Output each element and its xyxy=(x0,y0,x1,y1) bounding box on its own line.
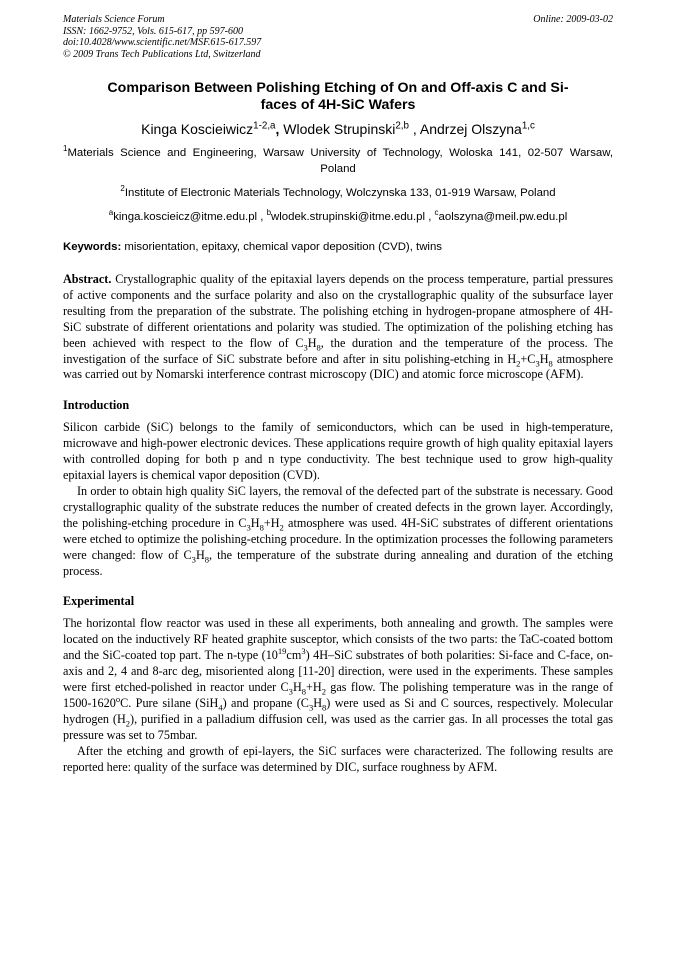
keywords-label: Keywords: xyxy=(63,241,122,253)
affiliation-mark: 1 xyxy=(63,144,68,154)
experimental-paragraph-2: After the etching and growth of epi-layers, the SiC surfaces were characterized. The following results are reported here: quality of the surface was determined by DIC, surface roughness by AFM. xyxy=(63,743,613,774)
email-link[interactable]: kinga.koscieicz@itme.edu.pl xyxy=(113,211,258,223)
affiliation-mark: 2 xyxy=(120,184,125,194)
email-list: $^a$kinga.koscieicz@itme.edu.pl , $^b$wlodek.strupinski@itme.edu.pl , $^c$aolszyna@meil.pw.edu.pl xyxy=(108,208,568,223)
author-name: Kinga Koscieiwicz xyxy=(141,121,254,137)
abstract: Abstract. Crystallographic quality of the epitaxial layers depends on the process temperature, partial pressures of active components and the surface polarity and also on the crystallographic quality of the subsurface layer resulting from the preparation of the substrate. The polishing etching in hydrogen-propane atmosphere of 4H-SiC substrate of different orientations and polarity was studied. The optimization of the polishing etching has been achieved with respect to the flow of $C_3H_8$, the duration and the temperature of the process. The investigation of the surface of SiC substrate before and after in situ polishing-etching in $H_2+C_3H_8$ atmosphere was carried out by Nomarski interference contrast microscopy (DIC) and atomic force microscope (AFM). xyxy=(63,272,614,382)
experimental-paragraph-1: The horizontal flow reactor was used in these all experiments, both annealing and growth. The samples were located on the inductively RF heated graphite susceptor, which consists of the two parts: the TaC-coated bottom and the SiC-coated top part. The n-type $(10^{19}cm^3)$ 4H–SiC substrates of both polarities: Si-face and C-face, on-axis and 2, 4 and 8-arc deg, misoriented along [11-20] direction, were used in the experiments. These samples were first etched-polished in reactor under $C_3H_8+H_2$ gas flow. The polishing temperature was in the range of 1500-1620$^o$C. Pure silane (SiH$_4$) and propane $(C_3H_8)$ were used as Si and C sources, respectively. Molecular hydrogen $(H_2)$, purified in a palladium diffusion cell, was used as the carrier gas. In all processes the total gas pressure was set to 75mbar. xyxy=(63,616,613,742)
author-list: Kinga Koscieiwicz$^{1-2,a}$, Wlodek Strupinski$^{2,b}$ , Andrzej Olszyna$^{1,c}$ xyxy=(141,120,535,137)
online-date: Online: 2009-03-02 xyxy=(533,14,613,25)
author-name: Wlodek Strupinski xyxy=(283,121,396,137)
title-line-2: faces of 4H-SiC Wafers xyxy=(260,97,416,113)
email-link[interactable]: aolszyna@meil.pw.edu.pl xyxy=(438,211,568,223)
issn-line: ISSN: 1662-9752, Vols. 615-617, pp 597-600 xyxy=(63,25,243,37)
affiliation-text: Materials Science and Engineering, Warsaw University of Technology, Woloska 141, 02-507 Warsaw, Poland xyxy=(67,147,613,175)
paper-page xyxy=(63,14,613,775)
affiliation-1 xyxy=(63,145,613,177)
author-affil-mark: 1,c xyxy=(521,120,535,132)
section-title-introduction: Introduction xyxy=(63,398,130,413)
journal-header xyxy=(63,14,613,60)
author-name: Andrzej Olszyna xyxy=(419,121,522,137)
paper-title xyxy=(63,80,613,114)
section-title-experimental: Experimental xyxy=(63,594,135,609)
abstract-label: Abstract. xyxy=(63,272,112,286)
journal-name: Materials Science Forum xyxy=(63,14,165,25)
keywords-text: misorientation, epitaxy, chemical vapor deposition (CVD), twins xyxy=(124,241,442,253)
intro-paragraph-2: In order to obtain high quality SiC layers, the removal of the defected part of the substrate is necessary. Good crystallographic quality of the substrate reduces the number of created defects in the grown layer. Accordingly, the polishing-etching procedure in $C_3H_8+H_2$ atmosphere was used. 4H-SiC substrates of different orientations were etched to optimize the polishing-etching procedure. In the optimization processes the following parameters were changed: flow of $C_3H_8$, the temperature of the substrate during annealing and duration of the etching process. xyxy=(63,483,613,578)
title-line-1: Comparison Between Polishing Etching of On and Off-axis C and Si- xyxy=(107,80,569,96)
author-affil-mark: 2,b xyxy=(395,120,409,132)
email-mark: a xyxy=(108,208,114,218)
email-mark: b xyxy=(266,208,272,218)
affiliation-2 xyxy=(63,185,613,201)
keywords xyxy=(63,241,613,253)
doi-line: doi:10.4028/www.scientific.net/MSF.615-617.597 xyxy=(63,37,262,48)
email-link[interactable]: wlodek.strupinski@itme.edu.pl xyxy=(271,211,426,223)
copyright-line: © 2009 Trans Tech Publications Ltd, Switzerland xyxy=(63,48,261,60)
email-mark: c xyxy=(434,208,439,218)
author-affil-mark: 1-2,a xyxy=(253,120,276,132)
intro-paragraph-1: Silicon carbide (SiC) belongs to the family of semiconductors, which can be used in high-temperature, microwave and high-power electronic devices. These applications require growth of high quality epitaxial layers with controlled doping for both p and n type conductivity. The best technique used to grow high-quality epitaxial layers is chemical vapor deposition (CVD). xyxy=(63,420,613,483)
affiliation-text: Institute of Electronic Materials Technology, Wolczynska 133, 01-919 Warsaw, Poland xyxy=(124,187,556,199)
